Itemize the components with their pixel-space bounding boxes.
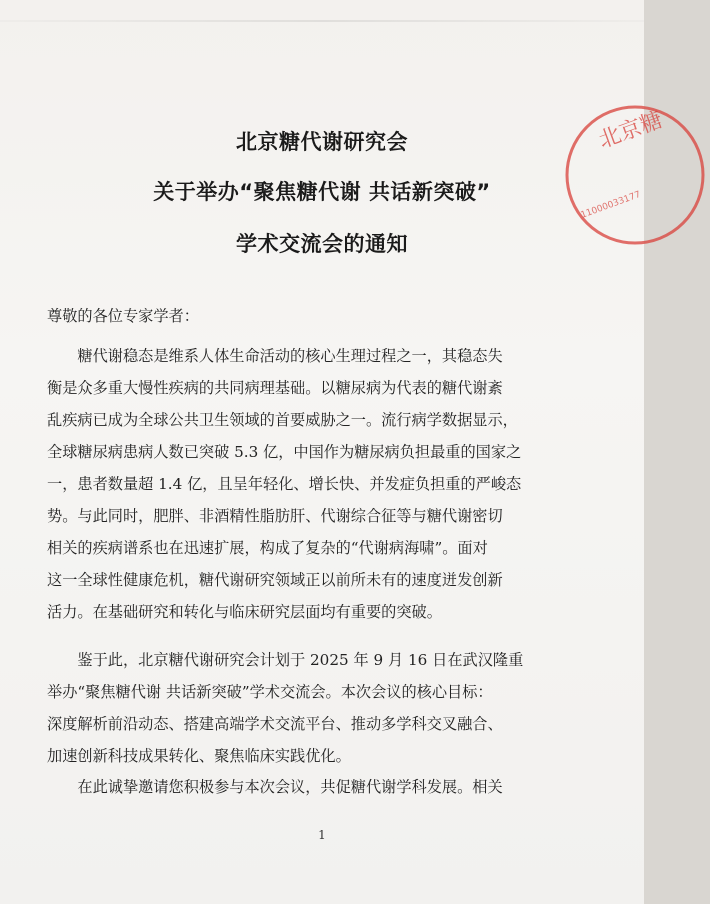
svg-text:11000033177: 11000033177 (579, 189, 643, 221)
title-notice: 学术交流会的通知 (236, 232, 408, 256)
title-organization: 北京糖代谢研究会 (236, 130, 408, 154)
text-line: 相关的疾病谱系也在迅速扩展，构成了复杂的“代谢病海啸”。面对 (47, 539, 488, 557)
text-line: 举办“聚焦糖代谢 共话新突破”学术交流会。本次会议的核心目标： (47, 683, 493, 701)
paper-fold-shadow (0, 20, 644, 22)
paragraph-meeting-plan (47, 644, 599, 772)
text-line: 深度解析前沿动态、搭建高端学术交流平台、推动多学科交叉融合、 (47, 715, 503, 733)
text-line: 在此诚挚邀请您积极参与本次会议，共促糖代谢学科发展。相关 (47, 778, 503, 796)
text-line: 衡是众多重大慢性疾病的共同病理基础。以糖尿病为代表的糖代谢紊 (47, 379, 503, 397)
paragraph-background (47, 340, 599, 628)
text-line: 这一全球性健康危机，糖代谢研究领域正以前所未有的速度迸发创新 (47, 571, 503, 589)
text-line: 乱疾病已成为全球公共卫生领域的首要威胁之一。流行病学数据显示， (47, 411, 518, 429)
svg-text:北京糖: 北京糖 (595, 107, 667, 154)
text-line: 鉴于此，北京糖代谢研究会计划于 2025 年 9 月 16 日在武汉隆重 (47, 651, 524, 669)
text-line: 全球糖尿病患病人数已突破 5.3 亿，中国作为糖尿病负担最重的国家之 (47, 443, 522, 461)
page-number: 1 (318, 828, 326, 842)
text-line: 势。与此同时，肥胖、非酒精性脂肪肝、代谢综合征等与糖代谢密切 (47, 507, 503, 525)
text-line: 加速创新科技成果转化、聚焦临床实践优化。 (47, 747, 351, 765)
title-event: 关于举办“聚焦糖代谢 共话新突破” (153, 180, 491, 204)
text-line: 糖代谢稳态是维系人体生命活动的核心生理过程之一，其稳态失 (47, 347, 503, 365)
text-line: 一，患者数量超 1.4 亿，且呈年轻化、增长快、并发症负担重的严峻态 (47, 475, 522, 493)
greeting: 尊敬的各位专家学者： (47, 307, 199, 325)
paragraph-invitation (47, 771, 599, 803)
text-line: 活力。在基础研究和转化与临床研究层面均有重要的突破。 (47, 603, 442, 621)
